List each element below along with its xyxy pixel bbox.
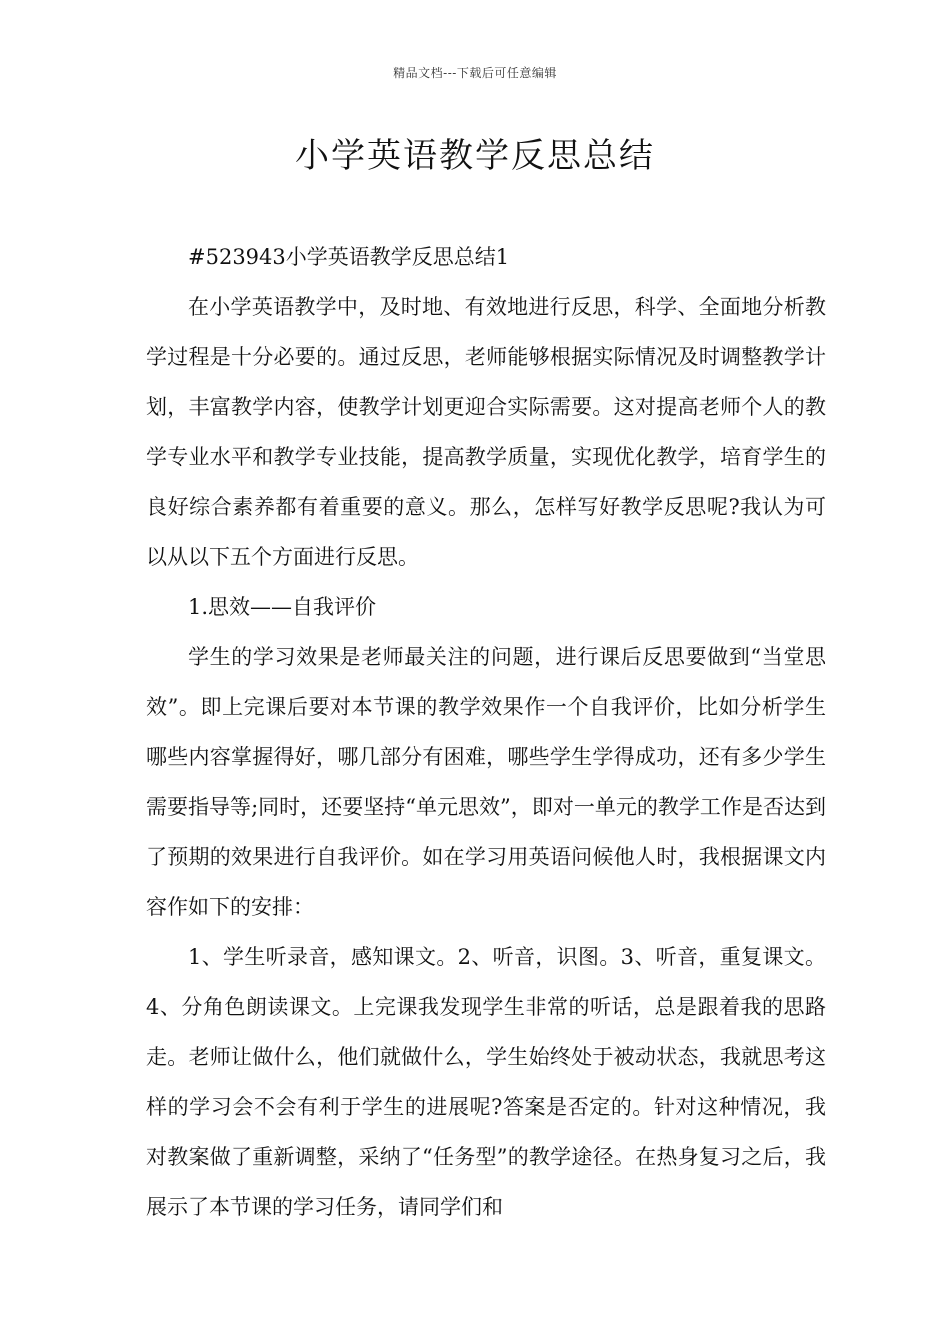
paragraph-heading: #523943小学英语教学反思总结1 bbox=[188, 245, 510, 269]
paragraph: 学生的学习效果是老师最关注的问题，进行课后反思要做到“当堂思效”。即上完课后要对本节课的教学效果作一个自我评价，比如分析学生哪些内容掌握得好，哪几部分有困难，哪些学生学得成功，还有多少学生需要指导等;同时，还要坚持“单元思效”，即对一单元的教学工作是否达到了预期的效果进行自我评价。如在学习用英语问候他人时，我根据课文内容作如下的安排： bbox=[146, 645, 826, 919]
document-title: 小学英语教学反思总结 bbox=[295, 136, 655, 176]
paragraph: 1、学生听录音，感知课文。2、听音，识图。3、听音，重复课文。4、分角色朗读课文。上完课我发现学生非常的听话，总是跟着我的思路走。老师让做什么，他们就做什么，学生始终处于被动状态，我就思考这样的学习会不会有利于学生的进展呢?答案是否定的。针对这种情况，我对教案做了重新调整，采纳了“任务型”的教学途径。在热身复习之后，我展示了本节课的学习任务，请同学们和 bbox=[146, 945, 826, 1219]
section-heading: 1.思效——自我评价 bbox=[188, 595, 377, 619]
document-body bbox=[146, 232, 826, 1232]
paragraph: 在小学英语教学中，及时地、有效地进行反思，科学、全面地分析教学过程是十分必要的。通过反思，老师能够根据实际情况及时调整教学计划，丰富教学内容，使教学计划更迎合实际需要。这对提高老师个人的教学专业水平和教学专业技能，提高教学质量，实现优化教学，培育学生的良好综合素养都有着重要的意义。那么，怎样写好教学反思呢?我认为可以从以下五个方面进行反思。 bbox=[146, 295, 826, 569]
header-note: 精品文档---下载后可任意编辑 bbox=[393, 66, 557, 80]
